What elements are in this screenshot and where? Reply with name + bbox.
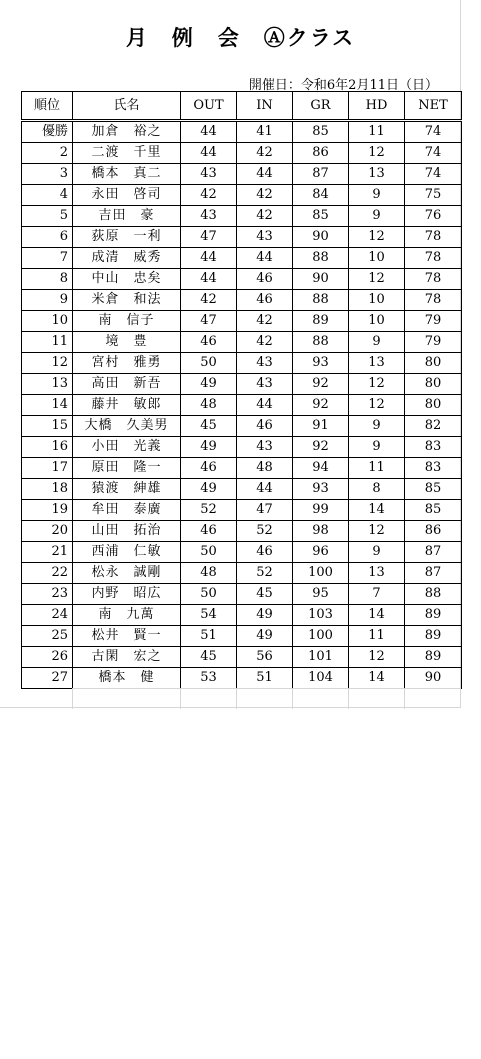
table-row xyxy=(22,290,462,311)
cell-name: 成清 威秀 xyxy=(73,248,181,269)
cell-net: 83 xyxy=(405,458,462,479)
cell-gr: 92 xyxy=(293,437,349,458)
table-row xyxy=(22,458,462,479)
cell-net: 79 xyxy=(405,311,462,332)
cell-in: 46 xyxy=(237,290,293,311)
cell-name: 内野 昭広 xyxy=(73,584,181,605)
cell-in: 44 xyxy=(237,248,293,269)
cell-rank: 3 xyxy=(22,164,73,185)
cell-out: 44 xyxy=(181,143,237,164)
cell-net: 85 xyxy=(405,500,462,521)
cell-net: 82 xyxy=(405,416,462,437)
cell-net: 80 xyxy=(405,395,462,416)
cell-gr: 93 xyxy=(293,479,349,500)
cell-name: 藤井 敏郎 xyxy=(73,395,181,416)
cell-rank: 12 xyxy=(22,353,73,374)
cell-name: 吉田 豪 xyxy=(73,206,181,227)
cell-rank: 16 xyxy=(22,437,73,458)
cell-in: 43 xyxy=(237,353,293,374)
table-row xyxy=(22,584,462,605)
table-row xyxy=(22,332,462,353)
cell-out: 42 xyxy=(181,185,237,206)
cell-gr: 85 xyxy=(293,121,349,143)
results-table xyxy=(21,91,462,689)
cell-rank: 優勝 xyxy=(22,121,73,143)
cell-in: 46 xyxy=(237,416,293,437)
table-row xyxy=(22,353,462,374)
table-row xyxy=(22,563,462,584)
cell-rank: 24 xyxy=(22,605,73,626)
cell-rank: 10 xyxy=(22,311,73,332)
cell-gr: 100 xyxy=(293,626,349,647)
cell-net: 88 xyxy=(405,584,462,605)
cell-out: 52 xyxy=(181,500,237,521)
cell-gr: 104 xyxy=(293,668,349,689)
cell-hd: 12 xyxy=(349,521,405,542)
cell-hd: 9 xyxy=(349,185,405,206)
table-row xyxy=(22,227,462,248)
cell-gr: 103 xyxy=(293,605,349,626)
cell-net: 89 xyxy=(405,626,462,647)
cell-name: 永田 啓司 xyxy=(73,185,181,206)
cell-hd: 11 xyxy=(349,458,405,479)
cell-net: 90 xyxy=(405,668,462,689)
table-row xyxy=(22,521,462,542)
cell-out: 44 xyxy=(181,121,237,143)
cell-name: 高田 新吾 xyxy=(73,374,181,395)
cell-in: 51 xyxy=(237,668,293,689)
page-title: 月 例 会 Ⓐクラス xyxy=(125,25,356,50)
cell-in: 48 xyxy=(237,458,293,479)
cell-net: 87 xyxy=(405,563,462,584)
table-row xyxy=(22,248,462,269)
cell-hd: 9 xyxy=(349,416,405,437)
table-row xyxy=(22,121,462,143)
cell-out: 46 xyxy=(181,521,237,542)
cell-gr: 85 xyxy=(293,206,349,227)
table-row xyxy=(22,500,462,521)
cell-rank: 27 xyxy=(22,668,73,689)
cell-net: 80 xyxy=(405,353,462,374)
cell-out: 46 xyxy=(181,458,237,479)
cell-out: 50 xyxy=(181,584,237,605)
cell-gr: 98 xyxy=(293,521,349,542)
cell-gr: 94 xyxy=(293,458,349,479)
empty-grid-row xyxy=(72,688,461,709)
cell-hd: 9 xyxy=(349,332,405,353)
cell-net: 85 xyxy=(405,479,462,500)
cell-hd: 12 xyxy=(349,647,405,668)
cell-hd: 14 xyxy=(349,605,405,626)
cell-gr: 89 xyxy=(293,311,349,332)
cell-in: 41 xyxy=(237,121,293,143)
cell-out: 43 xyxy=(181,206,237,227)
cell-out: 49 xyxy=(181,374,237,395)
cell-net: 78 xyxy=(405,290,462,311)
cell-gr: 88 xyxy=(293,332,349,353)
cell-hd: 10 xyxy=(349,290,405,311)
cell-name: 猿渡 紳雄 xyxy=(73,479,181,500)
cell-in: 42 xyxy=(237,332,293,353)
cell-out: 49 xyxy=(181,437,237,458)
cell-out: 45 xyxy=(181,647,237,668)
cell-rank: 7 xyxy=(22,248,73,269)
cell-gr: 99 xyxy=(293,500,349,521)
cell-hd: 9 xyxy=(349,542,405,563)
cell-in: 47 xyxy=(237,500,293,521)
table-row xyxy=(22,164,462,185)
cell-net: 86 xyxy=(405,521,462,542)
held-date: 開催日：令和6年2月11日（日） xyxy=(248,78,438,93)
cell-name: 橋本 健 xyxy=(73,668,181,689)
cell-hd: 10 xyxy=(349,248,405,269)
cell-rank: 23 xyxy=(22,584,73,605)
cell-hd: 11 xyxy=(349,626,405,647)
cell-in: 44 xyxy=(237,164,293,185)
cell-out: 50 xyxy=(181,353,237,374)
cell-name: 二渡 千里 xyxy=(73,143,181,164)
cell-hd: 10 xyxy=(349,311,405,332)
cell-gr: 96 xyxy=(293,542,349,563)
cell-rank: 21 xyxy=(22,542,73,563)
cell-gr: 86 xyxy=(293,143,349,164)
cell-net: 74 xyxy=(405,164,462,185)
cell-in: 49 xyxy=(237,605,293,626)
header-hd: HD xyxy=(349,92,405,121)
cell-hd: 12 xyxy=(349,269,405,290)
cell-net: 78 xyxy=(405,248,462,269)
cell-hd: 14 xyxy=(349,668,405,689)
cell-hd: 11 xyxy=(349,121,405,143)
cell-name: 西浦 仁敏 xyxy=(73,542,181,563)
cell-rank: 6 xyxy=(22,227,73,248)
header-out: OUT xyxy=(181,92,237,121)
cell-rank: 9 xyxy=(22,290,73,311)
cell-gr: 95 xyxy=(293,584,349,605)
table-row xyxy=(22,311,462,332)
cell-hd: 12 xyxy=(349,374,405,395)
cell-rank: 11 xyxy=(22,332,73,353)
cell-net: 83 xyxy=(405,437,462,458)
cell-rank: 13 xyxy=(22,374,73,395)
header-name: 氏名 xyxy=(73,92,181,121)
cell-net: 76 xyxy=(405,206,462,227)
cell-rank: 18 xyxy=(22,479,73,500)
cell-out: 44 xyxy=(181,248,237,269)
cell-out: 54 xyxy=(181,605,237,626)
cell-in: 42 xyxy=(237,311,293,332)
cell-in: 45 xyxy=(237,584,293,605)
cell-rank: 2 xyxy=(22,143,73,164)
cell-out: 48 xyxy=(181,395,237,416)
table-row xyxy=(22,416,462,437)
cell-hd: 12 xyxy=(349,395,405,416)
cell-rank: 22 xyxy=(22,563,73,584)
table-row xyxy=(22,437,462,458)
cell-gr: 93 xyxy=(293,353,349,374)
cell-gr: 101 xyxy=(293,647,349,668)
cell-hd: 14 xyxy=(349,500,405,521)
cell-hd: 12 xyxy=(349,227,405,248)
cell-name: 松井 賢一 xyxy=(73,626,181,647)
table-row xyxy=(22,143,462,164)
table-row xyxy=(22,374,462,395)
header-row xyxy=(22,92,462,121)
cell-name: 橋本 真二 xyxy=(73,164,181,185)
cell-gr: 100 xyxy=(293,563,349,584)
cell-out: 48 xyxy=(181,563,237,584)
cell-gr: 84 xyxy=(293,185,349,206)
cell-rank: 20 xyxy=(22,521,73,542)
cell-in: 42 xyxy=(237,185,293,206)
cell-gr: 90 xyxy=(293,269,349,290)
cell-gr: 87 xyxy=(293,164,349,185)
cell-name: 原田 隆一 xyxy=(73,458,181,479)
cell-rank: 17 xyxy=(22,458,73,479)
cell-name: 小田 光義 xyxy=(73,437,181,458)
cell-out: 49 xyxy=(181,479,237,500)
cell-out: 53 xyxy=(181,668,237,689)
cell-rank: 15 xyxy=(22,416,73,437)
cell-gr: 88 xyxy=(293,290,349,311)
cell-net: 89 xyxy=(405,647,462,668)
cell-name: 大橋 久美男 xyxy=(73,416,181,437)
cell-hd: 8 xyxy=(349,479,405,500)
cell-rank: 19 xyxy=(22,500,73,521)
cell-gr: 90 xyxy=(293,227,349,248)
cell-hd: 13 xyxy=(349,353,405,374)
table-row xyxy=(22,206,462,227)
cell-net: 74 xyxy=(405,143,462,164)
cell-rank: 5 xyxy=(22,206,73,227)
table-row xyxy=(22,668,462,689)
table-row xyxy=(22,185,462,206)
table-row xyxy=(22,479,462,500)
cell-out: 43 xyxy=(181,164,237,185)
cell-name: 古閑 宏之 xyxy=(73,647,181,668)
cell-in: 42 xyxy=(237,143,293,164)
table-row xyxy=(22,626,462,647)
header-gr: GR xyxy=(293,92,349,121)
cell-gr: 92 xyxy=(293,395,349,416)
cell-net: 89 xyxy=(405,605,462,626)
cell-in: 46 xyxy=(237,269,293,290)
cell-in: 49 xyxy=(237,626,293,647)
cell-out: 51 xyxy=(181,626,237,647)
cell-out: 44 xyxy=(181,269,237,290)
cell-net: 80 xyxy=(405,374,462,395)
cell-name: 米倉 和法 xyxy=(73,290,181,311)
cell-name: 牟田 泰廣 xyxy=(73,500,181,521)
cell-in: 43 xyxy=(237,437,293,458)
cell-out: 47 xyxy=(181,311,237,332)
header-rank: 順位 xyxy=(22,92,73,121)
cell-net: 74 xyxy=(405,121,462,143)
cell-out: 45 xyxy=(181,416,237,437)
cell-hd: 9 xyxy=(349,206,405,227)
cell-hd: 9 xyxy=(349,437,405,458)
cell-in: 43 xyxy=(237,227,293,248)
cell-out: 42 xyxy=(181,290,237,311)
header-in: IN xyxy=(237,92,293,121)
cell-rank: 14 xyxy=(22,395,73,416)
cell-rank: 4 xyxy=(22,185,73,206)
cell-hd: 13 xyxy=(349,563,405,584)
cell-name: 松永 誠剛 xyxy=(73,563,181,584)
cell-name: 南 信子 xyxy=(73,311,181,332)
table-row xyxy=(22,605,462,626)
cell-out: 46 xyxy=(181,332,237,353)
cell-name: 加倉 裕之 xyxy=(73,121,181,143)
cell-in: 52 xyxy=(237,521,293,542)
cell-in: 42 xyxy=(237,206,293,227)
cell-in: 43 xyxy=(237,374,293,395)
cell-in: 44 xyxy=(237,479,293,500)
cell-hd: 7 xyxy=(349,584,405,605)
cell-name: 山田 拓治 xyxy=(73,521,181,542)
cell-in: 56 xyxy=(237,647,293,668)
table-row xyxy=(22,269,462,290)
cell-out: 50 xyxy=(181,542,237,563)
cell-net: 87 xyxy=(405,542,462,563)
cell-hd: 13 xyxy=(349,164,405,185)
cell-gr: 92 xyxy=(293,374,349,395)
cell-net: 79 xyxy=(405,332,462,353)
cell-rank: 8 xyxy=(22,269,73,290)
cell-net: 78 xyxy=(405,227,462,248)
table-row xyxy=(22,647,462,668)
cell-gr: 91 xyxy=(293,416,349,437)
cell-in: 52 xyxy=(237,563,293,584)
cell-name: 荻原 一利 xyxy=(73,227,181,248)
cell-net: 78 xyxy=(405,269,462,290)
cell-out: 47 xyxy=(181,227,237,248)
cell-name: 境 豊 xyxy=(73,332,181,353)
cell-name: 宮村 雅勇 xyxy=(73,353,181,374)
results-body xyxy=(22,121,462,689)
cell-rank: 25 xyxy=(22,626,73,647)
cell-in: 46 xyxy=(237,542,293,563)
cell-net: 75 xyxy=(405,185,462,206)
table-row xyxy=(22,542,462,563)
header-net: NET xyxy=(405,92,462,121)
cell-rank: 26 xyxy=(22,647,73,668)
cell-hd: 12 xyxy=(349,143,405,164)
cell-name: 南 九萬 xyxy=(73,605,181,626)
table-row xyxy=(22,395,462,416)
cell-in: 44 xyxy=(237,395,293,416)
cell-name: 中山 忠矣 xyxy=(73,269,181,290)
cell-gr: 88 xyxy=(293,248,349,269)
